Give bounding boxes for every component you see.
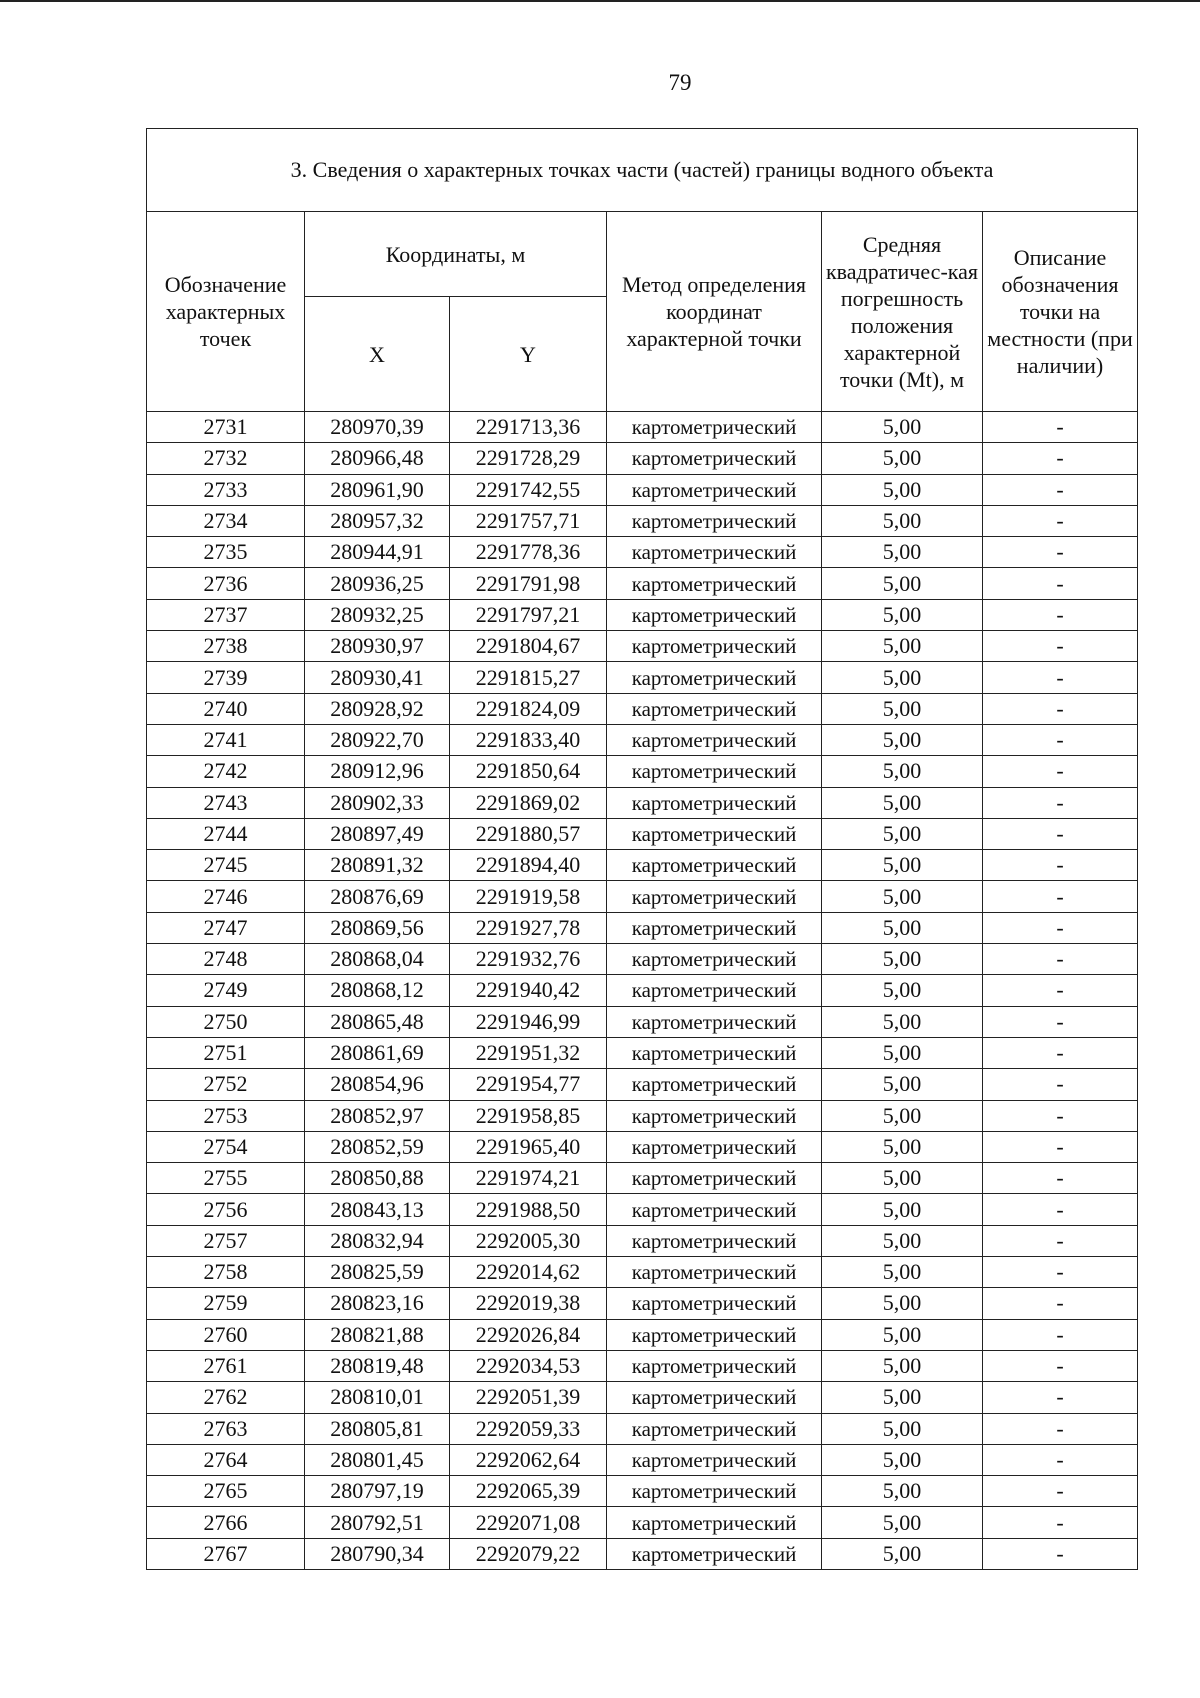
table-row	[147, 1037, 1138, 1068]
method-cell: картометрический	[607, 1350, 822, 1381]
x-coordinate-cell: 280823,16	[305, 1288, 450, 1319]
accuracy-cell: 5,00	[822, 1382, 983, 1413]
method-cell: картометрический	[607, 724, 822, 755]
accuracy-cell: 5,00	[822, 568, 983, 599]
table-row	[147, 1350, 1138, 1381]
description-cell: -	[983, 1163, 1138, 1194]
description-cell: -	[983, 1288, 1138, 1319]
method-cell: картометрический	[607, 818, 822, 849]
point-id-cell: 2759	[147, 1288, 305, 1319]
method-cell: картометрический	[607, 1413, 822, 1444]
table-row	[147, 912, 1138, 943]
accuracy-cell: 5,00	[822, 1163, 983, 1194]
y-coordinate-cell: 2291778,36	[450, 537, 607, 568]
table-row	[147, 1288, 1138, 1319]
description-cell: -	[983, 1382, 1138, 1413]
x-coordinate-cell: 280868,12	[305, 975, 450, 1006]
table-row	[147, 818, 1138, 849]
accuracy-cell: 5,00	[822, 537, 983, 568]
point-id-cell: 2757	[147, 1225, 305, 1256]
x-coordinate-cell: 280869,56	[305, 912, 450, 943]
table-row	[147, 1131, 1138, 1162]
accuracy-cell: 5,00	[822, 1319, 983, 1350]
method-cell: картометрический	[607, 1037, 822, 1068]
description-cell: -	[983, 568, 1138, 599]
table-row	[147, 1194, 1138, 1225]
description-cell: -	[983, 1037, 1138, 1068]
accuracy-cell: 5,00	[822, 474, 983, 505]
y-coordinate-cell: 2291869,02	[450, 787, 607, 818]
point-id-cell: 2752	[147, 1069, 305, 1100]
method-cell: картометрический	[607, 474, 822, 505]
description-cell: -	[983, 1257, 1138, 1288]
page-number: 79	[668, 70, 692, 95]
accuracy-cell: 5,00	[822, 1288, 983, 1319]
table-row	[147, 631, 1138, 662]
accuracy-cell: 5,00	[822, 787, 983, 818]
accuracy-cell: 5,00	[822, 1413, 983, 1444]
y-coordinate-cell: 2292005,30	[450, 1225, 607, 1256]
y-coordinate-cell: 2292079,22	[450, 1538, 607, 1569]
y-coordinate-cell: 2291974,21	[450, 1163, 607, 1194]
method-cell: картометрический	[607, 912, 822, 943]
description-cell: -	[983, 1069, 1138, 1100]
table-body	[147, 412, 1138, 1570]
description-cell: -	[983, 975, 1138, 1006]
point-id-cell: 2741	[147, 724, 305, 755]
y-coordinate-cell: 2291919,58	[450, 881, 607, 912]
y-coordinate-cell: 2292071,08	[450, 1507, 607, 1538]
y-coordinate-cell: 2292026,84	[450, 1319, 607, 1350]
accuracy-cell: 5,00	[822, 1538, 983, 1569]
table-row	[147, 850, 1138, 881]
method-cell: картометрический	[607, 1538, 822, 1569]
accuracy-cell: 5,00	[822, 975, 983, 1006]
method-cell: картометрический	[607, 944, 822, 975]
point-id-cell: 2745	[147, 850, 305, 881]
y-coordinate-cell: 2291791,98	[450, 568, 607, 599]
section-title: 3. Сведения о характерных точках части (частей) границы водного объекта	[147, 129, 1138, 212]
table-row	[147, 787, 1138, 818]
y-coordinate-cell: 2291713,36	[450, 412, 607, 443]
point-id-cell: 2751	[147, 1037, 305, 1068]
point-id-cell: 2734	[147, 505, 305, 536]
description-cell: -	[983, 1131, 1138, 1162]
x-coordinate-cell: 280966,48	[305, 443, 450, 474]
x-coordinate-cell: 280922,70	[305, 724, 450, 755]
method-cell: картометрический	[607, 1444, 822, 1475]
point-id-cell: 2758	[147, 1257, 305, 1288]
method-cell: картометрический	[607, 1069, 822, 1100]
y-coordinate-cell: 2291958,85	[450, 1100, 607, 1131]
accuracy-cell: 5,00	[822, 881, 983, 912]
point-id-cell: 2766	[147, 1507, 305, 1538]
x-coordinate-cell: 280843,13	[305, 1194, 450, 1225]
description-cell: -	[983, 631, 1138, 662]
accuracy-cell: 5,00	[822, 1100, 983, 1131]
method-cell: картометрический	[607, 1163, 822, 1194]
point-id-cell: 2735	[147, 537, 305, 568]
description-cell: -	[983, 537, 1138, 568]
y-coordinate-cell: 2291954,77	[450, 1069, 607, 1100]
y-coordinate-cell: 2291932,76	[450, 944, 607, 975]
description-cell: -	[983, 1225, 1138, 1256]
y-coordinate-cell: 2291880,57	[450, 818, 607, 849]
method-cell: картометрический	[607, 568, 822, 599]
method-cell: картометрический	[607, 1257, 822, 1288]
accuracy-cell: 5,00	[822, 1069, 983, 1100]
table-row	[147, 412, 1138, 443]
description-cell: -	[983, 1319, 1138, 1350]
y-coordinate-cell: 2292051,39	[450, 1382, 607, 1413]
accuracy-cell: 5,00	[822, 850, 983, 881]
x-coordinate-cell: 280810,01	[305, 1382, 450, 1413]
point-id-cell: 2760	[147, 1319, 305, 1350]
point-id-cell: 2733	[147, 474, 305, 505]
accuracy-cell: 5,00	[822, 944, 983, 975]
table-row	[147, 724, 1138, 755]
x-coordinate-cell: 280957,32	[305, 505, 450, 536]
point-id-cell: 2737	[147, 599, 305, 630]
y-coordinate-cell: 2292014,62	[450, 1257, 607, 1288]
point-id-cell: 2761	[147, 1350, 305, 1381]
table-row	[147, 1006, 1138, 1037]
description-cell: -	[983, 944, 1138, 975]
y-coordinate-cell: 2292062,64	[450, 1444, 607, 1475]
point-id-cell: 2753	[147, 1100, 305, 1131]
accuracy-cell: 5,00	[822, 912, 983, 943]
accuracy-cell: 5,00	[822, 1444, 983, 1475]
accuracy-cell: 5,00	[822, 1257, 983, 1288]
table-row	[147, 1507, 1138, 1538]
description-cell: -	[983, 724, 1138, 755]
x-coordinate-cell: 280852,59	[305, 1131, 450, 1162]
table-row	[147, 662, 1138, 693]
description-cell: -	[983, 1006, 1138, 1037]
accuracy-cell: 5,00	[822, 505, 983, 536]
point-id-cell: 2747	[147, 912, 305, 943]
table-row	[147, 1538, 1138, 1569]
description-cell: -	[983, 1413, 1138, 1444]
method-cell: картометрический	[607, 1319, 822, 1350]
point-id-cell: 2764	[147, 1444, 305, 1475]
point-id-cell: 2767	[147, 1538, 305, 1569]
x-coordinate-cell: 280792,51	[305, 1507, 450, 1538]
point-id-cell: 2731	[147, 412, 305, 443]
description-cell: -	[983, 818, 1138, 849]
x-coordinate-cell: 280861,69	[305, 1037, 450, 1068]
description-cell: -	[983, 443, 1138, 474]
x-coordinate-cell: 280852,97	[305, 1100, 450, 1131]
y-coordinate-cell: 2291951,32	[450, 1037, 607, 1068]
method-cell: картометрический	[607, 975, 822, 1006]
y-coordinate-cell: 2291757,71	[450, 505, 607, 536]
method-cell: картометрический	[607, 631, 822, 662]
description-cell: -	[983, 505, 1138, 536]
table-row	[147, 975, 1138, 1006]
accuracy-cell: 5,00	[822, 1194, 983, 1225]
point-id-cell: 2763	[147, 1413, 305, 1444]
y-coordinate-cell: 2291824,09	[450, 693, 607, 724]
table-row	[147, 1163, 1138, 1194]
point-id-cell: 2743	[147, 787, 305, 818]
method-cell: картометрический	[607, 443, 822, 474]
y-coordinate-cell: 2291815,27	[450, 662, 607, 693]
method-cell: картометрический	[607, 1476, 822, 1507]
accuracy-cell: 5,00	[822, 1350, 983, 1381]
point-id-cell: 2746	[147, 881, 305, 912]
point-id-cell: 2732	[147, 443, 305, 474]
method-cell: картометрический	[607, 1100, 822, 1131]
point-id-cell: 2740	[147, 693, 305, 724]
table-row	[147, 1319, 1138, 1350]
y-coordinate-cell: 2291833,40	[450, 724, 607, 755]
method-cell: картометрический	[607, 756, 822, 787]
accuracy-cell: 5,00	[822, 631, 983, 662]
description-cell: -	[983, 1100, 1138, 1131]
header-accuracy: Средняя квадратичес-кая погрешность положения характерной точки (Mt), м	[822, 212, 983, 412]
accuracy-cell: 5,00	[822, 1507, 983, 1538]
table-row	[147, 474, 1138, 505]
y-coordinate-cell: 2291940,42	[450, 975, 607, 1006]
table-row	[147, 1225, 1138, 1256]
method-cell: картометрический	[607, 599, 822, 630]
point-id-cell: 2755	[147, 1163, 305, 1194]
header-x: X	[305, 297, 450, 412]
x-coordinate-cell: 280790,34	[305, 1538, 450, 1569]
x-coordinate-cell: 280936,25	[305, 568, 450, 599]
method-cell: картометрический	[607, 1288, 822, 1319]
y-coordinate-cell: 2291927,78	[450, 912, 607, 943]
y-coordinate-cell: 2292019,38	[450, 1288, 607, 1319]
x-coordinate-cell: 280912,96	[305, 756, 450, 787]
header-y: Y	[450, 297, 607, 412]
header-point-designation: Обозначение характерных точек	[147, 212, 305, 412]
point-id-cell: 2744	[147, 818, 305, 849]
accuracy-cell: 5,00	[822, 724, 983, 755]
x-coordinate-cell: 280850,88	[305, 1163, 450, 1194]
description-cell: -	[983, 850, 1138, 881]
y-coordinate-cell: 2292059,33	[450, 1413, 607, 1444]
table-row	[147, 1382, 1138, 1413]
coordinates-table	[146, 128, 1138, 1570]
method-cell: картометрический	[607, 1507, 822, 1538]
accuracy-cell: 5,00	[822, 662, 983, 693]
method-cell: картометрический	[607, 881, 822, 912]
x-coordinate-cell: 280902,33	[305, 787, 450, 818]
description-cell: -	[983, 787, 1138, 818]
method-cell: картометрический	[607, 1225, 822, 1256]
table-row	[147, 1257, 1138, 1288]
method-cell: картометрический	[607, 1382, 822, 1413]
description-cell: -	[983, 474, 1138, 505]
description-cell: -	[983, 1444, 1138, 1475]
x-coordinate-cell: 280930,97	[305, 631, 450, 662]
description-cell: -	[983, 881, 1138, 912]
x-coordinate-cell: 280930,41	[305, 662, 450, 693]
description-cell: -	[983, 662, 1138, 693]
description-cell: -	[983, 599, 1138, 630]
description-cell: -	[983, 1538, 1138, 1569]
description-cell: -	[983, 912, 1138, 943]
x-coordinate-cell: 280801,45	[305, 1444, 450, 1475]
method-cell: картометрический	[607, 850, 822, 881]
y-coordinate-cell: 2292065,39	[450, 1476, 607, 1507]
x-coordinate-cell: 280928,92	[305, 693, 450, 724]
accuracy-cell: 5,00	[822, 1476, 983, 1507]
description-cell: -	[983, 756, 1138, 787]
description-cell: -	[983, 1194, 1138, 1225]
y-coordinate-cell: 2291728,29	[450, 443, 607, 474]
x-coordinate-cell: 280876,69	[305, 881, 450, 912]
y-coordinate-cell: 2291965,40	[450, 1131, 607, 1162]
point-id-cell: 2738	[147, 631, 305, 662]
x-coordinate-cell: 280832,94	[305, 1225, 450, 1256]
accuracy-cell: 5,00	[822, 1131, 983, 1162]
accuracy-cell: 5,00	[822, 756, 983, 787]
header-description: Описание обозначения точки на местности (при наличии)	[983, 212, 1138, 412]
method-cell: картометрический	[607, 505, 822, 536]
point-id-cell: 2750	[147, 1006, 305, 1037]
point-id-cell: 2736	[147, 568, 305, 599]
accuracy-cell: 5,00	[822, 443, 983, 474]
table-row	[147, 756, 1138, 787]
x-coordinate-cell: 280865,48	[305, 1006, 450, 1037]
x-coordinate-cell: 280970,39	[305, 412, 450, 443]
table-row	[147, 443, 1138, 474]
table-row	[147, 1069, 1138, 1100]
method-cell: картометрический	[607, 787, 822, 818]
table-row	[147, 505, 1138, 536]
point-id-cell: 2754	[147, 1131, 305, 1162]
description-cell: -	[983, 412, 1138, 443]
page-top-edge	[0, 0, 1200, 2]
description-cell: -	[983, 693, 1138, 724]
y-coordinate-cell: 2291988,50	[450, 1194, 607, 1225]
x-coordinate-cell: 280868,04	[305, 944, 450, 975]
table-row	[147, 1476, 1138, 1507]
point-id-cell: 2739	[147, 662, 305, 693]
x-coordinate-cell: 280854,96	[305, 1069, 450, 1100]
x-coordinate-cell: 280797,19	[305, 1476, 450, 1507]
description-cell: -	[983, 1350, 1138, 1381]
x-coordinate-cell: 280961,90	[305, 474, 450, 505]
accuracy-cell: 5,00	[822, 1006, 983, 1037]
table-row	[147, 1100, 1138, 1131]
table-row	[147, 599, 1138, 630]
point-id-cell: 2765	[147, 1476, 305, 1507]
method-cell: картометрический	[607, 693, 822, 724]
x-coordinate-cell: 280897,49	[305, 818, 450, 849]
accuracy-cell: 5,00	[822, 1225, 983, 1256]
method-cell: картометрический	[607, 662, 822, 693]
method-cell: картометрический	[607, 1131, 822, 1162]
y-coordinate-cell: 2292034,53	[450, 1350, 607, 1381]
method-cell: картометрический	[607, 412, 822, 443]
header-method: Метод определения координат характерной точки	[607, 212, 822, 412]
method-cell: картометрический	[607, 537, 822, 568]
method-cell: картометрический	[607, 1006, 822, 1037]
description-cell: -	[983, 1507, 1138, 1538]
x-coordinate-cell: 280825,59	[305, 1257, 450, 1288]
x-coordinate-cell: 280805,81	[305, 1413, 450, 1444]
y-coordinate-cell: 2291804,67	[450, 631, 607, 662]
point-id-cell: 2742	[147, 756, 305, 787]
method-cell: картометрический	[607, 1194, 822, 1225]
x-coordinate-cell: 280819,48	[305, 1350, 450, 1381]
point-id-cell: 2748	[147, 944, 305, 975]
x-coordinate-cell: 280932,25	[305, 599, 450, 630]
y-coordinate-cell: 2291797,21	[450, 599, 607, 630]
table-row	[147, 881, 1138, 912]
table-row	[147, 1444, 1138, 1475]
accuracy-cell: 5,00	[822, 412, 983, 443]
y-coordinate-cell: 2291894,40	[450, 850, 607, 881]
point-id-cell: 2756	[147, 1194, 305, 1225]
header-coordinates: Координаты, м	[305, 212, 607, 297]
x-coordinate-cell: 280821,88	[305, 1319, 450, 1350]
point-id-cell: 2762	[147, 1382, 305, 1413]
accuracy-cell: 5,00	[822, 1037, 983, 1068]
accuracy-cell: 5,00	[822, 693, 983, 724]
accuracy-cell: 5,00	[822, 818, 983, 849]
accuracy-cell: 5,00	[822, 599, 983, 630]
y-coordinate-cell: 2291742,55	[450, 474, 607, 505]
y-coordinate-cell: 2291850,64	[450, 756, 607, 787]
x-coordinate-cell: 280891,32	[305, 850, 450, 881]
description-cell: -	[983, 1476, 1138, 1507]
y-coordinate-cell: 2291946,99	[450, 1006, 607, 1037]
table-row	[147, 537, 1138, 568]
table-row	[147, 944, 1138, 975]
point-id-cell: 2749	[147, 975, 305, 1006]
x-coordinate-cell: 280944,91	[305, 537, 450, 568]
table-row	[147, 693, 1138, 724]
table-row	[147, 568, 1138, 599]
table-row	[147, 1413, 1138, 1444]
